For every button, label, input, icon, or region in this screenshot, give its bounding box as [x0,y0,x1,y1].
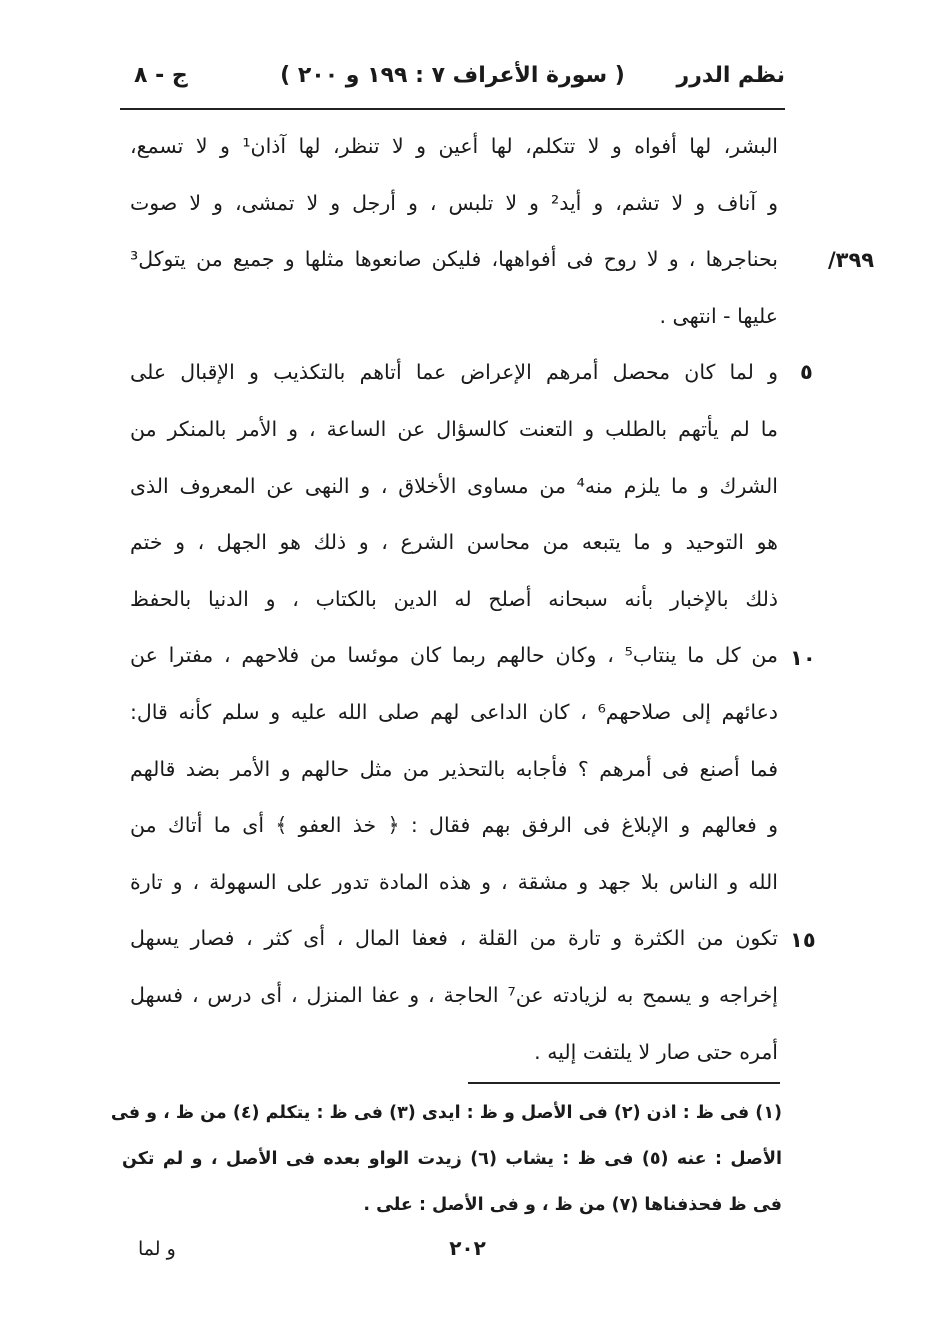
text-line: دعائهم إلى صلاحهم⁶ ، كان الداعى لهم صلى الله عليه و سلم كأنه قال: [130,699,778,724]
header-divider [120,108,785,110]
volume-marker: ج - ٨ [134,63,188,88]
folio-marker: ٣٩٩/ [828,248,875,272]
catchword: و لما [138,1238,176,1260]
footnote-line: الأصل : عنه (٥) فى ظ : يشاب (٦) زيدت الواو بعده فى الأصل ، و لم تكن [122,1149,782,1169]
book-title: نظم الدرر [676,63,785,88]
text-line: فما أصنع فى أمرهم ؟ فأجابه بالتحذير من مثل حالهم و الأمر بضد قالهم [130,756,778,781]
footnote-line: (١) فى ظ : اذن (٢) فى الأصل و ظ : ايدى (٣) فى ظ : يتكلم (٤) من ظ ، و فى [110,1103,782,1123]
footnotes [110,1090,782,1228]
line-number-5: ٥ [800,360,813,384]
text-line: الشرك و ما يلزم منه⁴ من مساوى الأخلاق ، و النهى عن المعروف الذى [130,473,778,498]
text-line: ما لم يأتهم بالطلب و التعنت كالسؤال عن الساعة ، و الأمر بالمنكر من [130,416,778,441]
text-line: ذلك بالإخبار بأنه سبحانه أصلح له الدين بالكتاب ، و الدنيا بالحفظ [130,586,778,611]
text-line: و لما كان محصل أمرهم الإعراض عما أتاهم بالتكذيب و الإقبال على [130,360,778,385]
text-line: أمره حتى صار لا يلتفت إليه . [534,1039,778,1064]
text-line: بحناجرها ، و لا روح فى أفواهها، فليكن صانعوها مثلها و جميع من يتوكل³ [130,247,778,272]
text-line: البشر، لها أفواه و لا تتكلم، لها أعين و لا تنظر، لها آذان¹ و لا تسمع، [130,134,778,158]
text-line: تكون من الكثرة و تارة من القلة ، فعفا المال ، أى كثر ، فصار يسهل [130,926,778,951]
text-line: هو التوحيد و ما يتبعه من محاسن الشرع ، و ذلك هو الجهل ، و ختم [130,530,778,555]
text-line: عليها - انتهى . [659,303,778,328]
line-number-10: ١٠ [790,646,816,670]
text-line: و فعالهم و الإبلاغ فى الرفق بهم فقال : ﴿ خذ العفو ﴾ أى ما أتاك من [130,813,778,838]
text-line: الله و الناس بلا جهد و مشقة ، و هذه المادة تدور على السهولة ، و تارة [130,869,778,894]
text-line: و آناف و لا تشم، و أيد² و لا تلبس ، و أرجل و لا تمشى، و لا صوت [130,190,778,215]
footnote-line: فى ظ فحذفناها (٧) من ظ ، و فى الأصل : على . [363,1195,782,1215]
text-line: إخراجه و يسمح به لزيادته عن⁷ الحاجة ، و عفا المنزل ، أى درس ، فسهل [130,982,778,1007]
surah-reference: ( سورة الأعراف ٧ : ١٩٩ و ٢٠٠ ) [280,63,625,88]
text-line: من كل ما ينتاب⁵ ، وكان حالهم ربما كان موئسا من فلاحهم ، مفترا عن [130,643,778,668]
main-text [130,118,778,1080]
line-number-15: ١٥ [790,928,816,952]
page-number: ٢٠٢ [449,1236,486,1260]
footnote-divider [468,1082,780,1084]
running-header [120,55,785,99]
